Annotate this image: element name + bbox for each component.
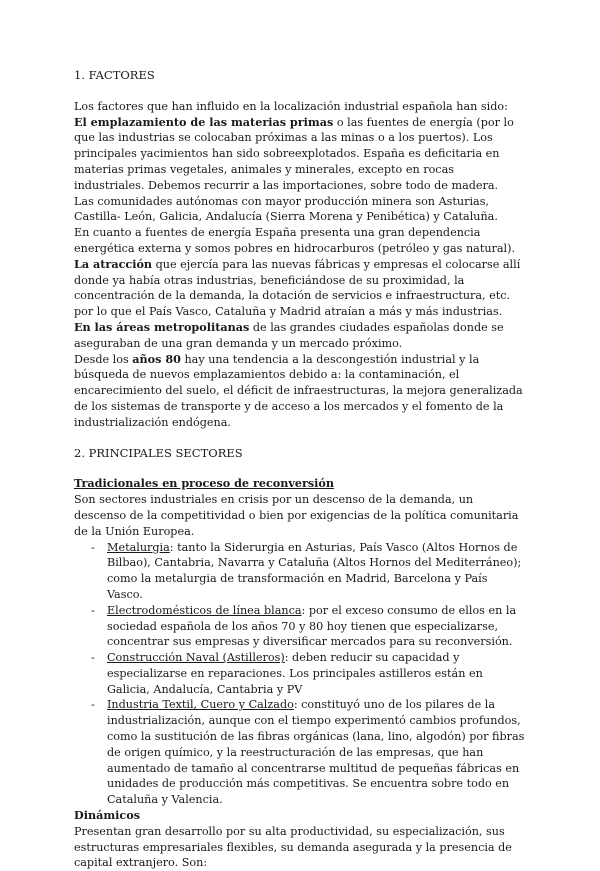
paragraph-energia: En cuanto a fuentes de energía España presenta una gran dependencia energética externa y somos pobres en hidrocarburos (petróleo y gas natural). — [74, 226, 516, 255]
paragraph-areas — [74, 320, 526, 352]
section-2-title: 2. PRINCIPALES SECTORES — [74, 445, 243, 460]
term-areas: En las áreas metropolitanas — [74, 319, 250, 334]
sector-label: Electrodomésticos de línea blanca — [107, 603, 302, 617]
sector-text: : tanto la Siderurgia en Asturias, País Vasco (Altos Hornos de Bilbao), Cantabria, Navarra y Cataluña (Altos Hornos del Mediterráneo); como la metalurgia de transformación en Madrid, Barcelona y País Vasco. — [107, 540, 522, 601]
document-page — [74, 68, 526, 871]
paragraph-dinamicos: Presentan gran desarrollo por su alta productividad, su especialización, sus estructuras empresariales flexibles, su demanda asegurada y la presencia de capital extranjero. Son: — [74, 824, 512, 870]
sector-label: Metalurgia — [107, 540, 170, 554]
dash-bullet: - — [91, 540, 95, 554]
paragraph-atraccion — [74, 257, 526, 320]
paragraph-anos80 — [74, 352, 526, 431]
paragraph-emplazamiento — [74, 115, 526, 194]
text-areas: de las grandes ciudades españolas donde se aseguraban de una gran demanda y un mercado próximo. — [74, 320, 504, 350]
list-item — [74, 650, 526, 697]
sector-list — [74, 540, 526, 809]
term-emplazamiento: El emplazamiento de las materias primas — [74, 114, 334, 129]
sector-text: : constituyó uno de los pilares de la industrialización, aunque con el tiempo experimentó cambios profundos, como la sustitución de las fibras orgánicas (lana, lino, algodón) por fibras de origen químico, y la reestructuración de las empresas, que han aumentado de tamaño al concentrarse multitud de pequeñas fábricas en unidades de producción más competitivas. Se encuentra sobre todo en Cataluña y Valencia. — [107, 698, 525, 807]
section-1-title: 1. FACTORES — [74, 68, 155, 82]
paragraph-intro: Los factores que han influido en la localización industrial española han sido: — [74, 99, 508, 113]
subheading-tradicionales: Tradicionales en proceso de reconversión — [74, 476, 335, 491]
term-anos80: años 80 — [132, 351, 181, 366]
subheading-dinamicos: Dinámicos — [74, 808, 140, 823]
list-item — [74, 697, 526, 808]
sector-text: : por el exceso consumo de ellos en la sociedad española de los años 70 y 80 hoy tienen que especializarse, concentrar sus empresas y diversificar mercados para su reconversión. — [107, 603, 517, 649]
paragraph-comunidades: Las comunidades autónomas con mayor producción minera son Asturias, Castilla- León, Galicia, Andalucía (Sierra Morena y Penibética) y Cataluña. — [74, 194, 498, 224]
sector-label: Construcción Naval (Astilleros) — [107, 651, 285, 665]
dash-bullet: - — [91, 698, 95, 712]
text-anos80: hay una tendencia a la descongestión industrial y la búsqueda de nuevos emplazamientos debido a: la contaminación, el encarecimiento del suelo, el déficit de infraestructuras, la mejora generalizada de los sistemas de transporte y de acceso a los mercados y el fomento de la industrialización endógena. — [74, 352, 523, 429]
term-atraccion: La atracción — [74, 256, 153, 271]
sector-label: Industria Textil, Cuero y Calzado — [107, 698, 294, 712]
list-item — [74, 540, 526, 603]
list-item — [74, 603, 526, 650]
dash-bullet: - — [91, 651, 95, 665]
pre-anos80: Desde los — [74, 352, 133, 366]
paragraph-tradicionales-intro: Son sectores industriales en crisis por un descenso de la demanda, un descenso de la competitividad o bien por exigencias de la política comunitaria de la Unión Europea. — [74, 493, 519, 538]
sector-text: : deben reducir su capacidad y especializarse en reparaciones. Los principales astilleros están en Galicia, Andalucía, Cantabria y PV — [107, 651, 483, 696]
dash-bullet: - — [91, 603, 95, 617]
text-emplazamiento: o las fuentes de energía (por lo que las industrias se colocaban próximas a las minas o a los puertos). Los principales yacimientos han sido sobreexplotados. España es deficitaria en materias primas vegetales, animales y minerales, excepto en rocas industriales. Debemos recurrir a las importaciones, sobre todo de madera. — [74, 115, 514, 192]
text-atraccion: que ejercía para las nuevas fábricas y empresas el colocarse allí donde ya había otras industrias, beneficiándose de su proximidad, la concentración de la demanda, la dotación de servicios e infraestructura, etc. por lo que el País Vasco, Cataluña y Madrid atraían a más y más industrias. — [74, 257, 521, 319]
